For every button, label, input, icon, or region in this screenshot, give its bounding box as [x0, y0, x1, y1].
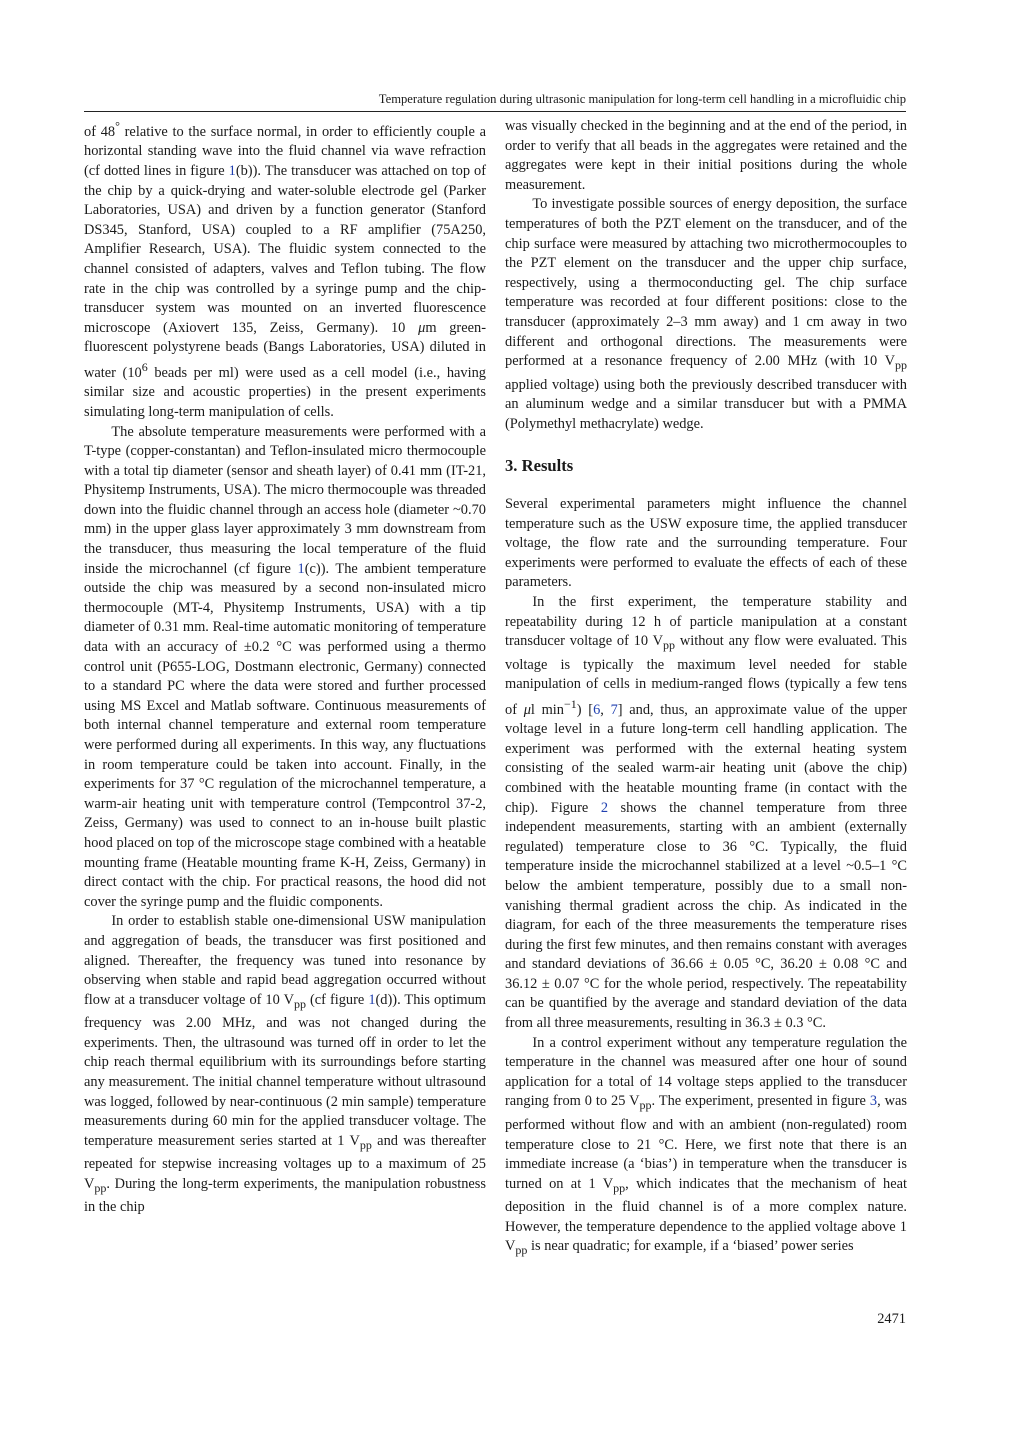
right-paragraph-1: was visually checked in the beginning and at the end of the period, in order to verify that all beads in the aggregates were retained and the aggregates were kept in their initial positions during the whole measurement. — [505, 118, 907, 193]
figure-ref-3[interactable]: 3 — [869, 1093, 878, 1110]
left-paragraph-3: In order to establish stable one-dimensional USW manipulation and aggregation of beads, the transducer was first positioned and aligned. Thereafter, the frequency was tuned into resonance by observing when stable and rapid bead aggregation occurred without flow at a transducer voltage of 10 $V_{pp}$ (cf figure 1(d)). This optimum frequency was 2.00 MHz, and was not changed during the experiments. Then, the ultrasound was turned off in order to let the chip reach thermal equilibrium with its surroundings before starting any measurement. The initial channel temperature without ultrasound was logged, followed by near-continuous (2 min sample) temperature measurements during 60 min for the applied transducer voltage. The temperature measurement series started at 1 $V_{pp}$ and was thereafter repeated for stepwise increasing voltages up to a maximum of 25 $V_{pp}$. During the long-term experiments, the manipulation robustness in the chip — [84, 913, 486, 1216]
left-paragraph-1: of 48° relative to the surface normal, in order to efficiently couple a horizontal standing wave into the fluid channel via wave refraction (cf dotted lines in figure 1(b)). The transducer was attached on top of the chip by a quick-drying and water-soluble electrode gel (Parker Laboratories, USA) and driven by a function generator (Stanford DS345, Stanford, USA) coupled to a RF amplifier (75A250, Amplifier Research, USA). The fluidic system connected to the channel consisted of adapters, valves and Teflon tubing. The flow rate in the chip was controlled by a syringe pump and the chip-transducer system was mounted on an inverted fluorescence microscope (Axiovert 135, Zeiss, Germany). 10 μm green-fluorescent polystyrene beads (Bangs Laboratories, USA) diluted in water ($10^6$ beads per ml) were used as a cell model (i.e., having similar size and acoustic properties) in the present experiments simulating long-term manipulation of cells. — [84, 119, 486, 420]
figure-ref-1b[interactable]: 1 — [228, 162, 236, 179]
citation-ref-6[interactable]: 6 — [593, 701, 601, 718]
section-heading-results: 3. Results — [505, 456, 574, 476]
page-number: 2471 — [877, 1311, 906, 1327]
citation-ref-7[interactable]: 7 — [610, 701, 618, 718]
left-column — [84, 117, 486, 1218]
left-paragraph-2: The absolute temperature measurements were performed with a T-type (copper-constantan) and Teflon-insulated micro thermocouple with a total tip diameter (sensor and sheath layer) of 0.41 mm (IT-21, Physitemp Instruments, USA). The micro thermocouple was threaded down into the fluidic channel through an access hole (diameter ~0.70 mm) in the upper glass layer approximately 3 mm downstream from the transducer, thus measuring the local temperature of the fluid inside the microchannel (cf figure 1(c)). The ambient temperature outside the chip was measured by a second non-insulated micro thermocouple (MT-4, Physitemp Instruments, USA) with a tip diameter of 0.31 mm. Real-time automatic monitoring of temperature data with an accuracy of ±0.2 °C was performed using a thermo control unit (P655-LOG, Dostmann electronic, Germany) connected to a standard PC where the data were stored and further processed using MS Excel and Matlab software. Continuous measurements of both internal channel temperature and external room temperature were performed during all experiments. In this way, any fluctuations in room temperature could be taken into account. Finally, in the experiments for 37 °C regulation of the microchannel temperature, a warm-air heating unit with temperature control (Tempcontrol 37-2, Zeiss, Germany) was used to connect to an in-house built plastic hood placed on top of the microscope stage combined with a heatable mounting frame (Heatable mounting frame K-H, Zeiss, Germany) in direct contact with the chip. For practical reasons, the hood did not cover the syringe pump and the fluidic components. — [84, 423, 487, 910]
right-paragraph-5: In a control experiment without any temperature regulation the temperature in the channel was measured after one hour of sound application for a total of 14 voltage steps applied to the transducer ranging from 0 to 25 $V_{pp}$. The experiment, presented in figure 3, was performed without flow and with an ambient (non-regulated) room temperature close to 21 °C. Here, we first note that there is an immediate increase (a ‘bias’) in temperature when the transducer is turned on at 1 $V_{pp}$, which indicates that the mechanism of heat deposition in the fluid channel is of a more complex nature. However, the temperature dependence to the applied voltage above 1 $V_{pp}$ is near quadratic; for example, if a ‘biased’ power series — [505, 1034, 908, 1258]
figure-ref-1c[interactable]: 1 — [297, 560, 305, 577]
running-header: Temperature regulation during ultrasonic manipulation for long-term cell handling in a microfluidic chip — [378, 92, 906, 106]
right-paragraph-3: Several experimental parameters might influence the channel temperature such as the USW exposure time, the applied transducer voltage, the flow rate and the surrounding temperature. Four experiments were performed to evaluate the effects of each of these parameters. — [505, 495, 907, 591]
header-rule — [84, 111, 906, 112]
right-paragraph-4: In the first experiment, the temperature stability and repeatability during 12 h of particle manipulation at a constant transducer voltage of 10 $V_{pp}$ without any flow were evaluated. This voltage is typically the maximum level needed for stable manipulation of cells in medium-ranged flows (typically a few tens of μl $\min^{-1}$) [6, 7] and, thus, an approximate value of the upper voltage level in a future long-term cell handling application. The experiment was performed with the external heating system consisting of the sealed warm-air heating unit (above the chip) combined with the heatable mounting frame (in contact with the chip). Figure 2 shows the channel temperature from three independent measurements, starting with an ambient (externally regulated) temperature close to 36 °C. Typically, the fluid temperature inside the microchannel stabilized at a level ~0.5–1 °C below the ambient temperature, possibly due to a small non-vanishing thermal gradient across the chip. As indicated in the diagram, for each of the three measurements the temperature rises during the first few minutes, and then remains constant with averages and standard deviations of 36.66 ± 0.05 °C, 36.20 ± 0.08 °C and 36.12 ± 0.07 °C for the whole period, respectively. The repeatability can be quantified by the average and standard deviation of the data from all three measurements, resulting in 36.3 ± 0.3 °C. — [505, 593, 908, 1032]
figure-ref-1d[interactable]: 1 — [368, 991, 376, 1008]
right-paragraph-2: To investigate possible sources of energy deposition, the surface temperatures of both the PZT element on the transducer, and of the chip surface were measured by attaching two microthermocouples to the PZT element on the transducer and the upper chip surface, respectively, using a thermoconducting gel. The chip surface temperature was recorded at four different positions: close to the transducer (approximately 2–3 mm away) and 1 cm away in two different and orthogonal directions. The measurements were performed at a resonance frequency of 2.00 MHz (with 10 $V_{pp}$ applied voltage) using both the previously described transducer with an aluminum wedge and a similar transducer but with a PMMA (Polymethyl methacrylate) wedge. — [505, 196, 907, 432]
figure-ref-2[interactable]: 2 — [600, 799, 609, 816]
right-column — [505, 117, 907, 1261]
